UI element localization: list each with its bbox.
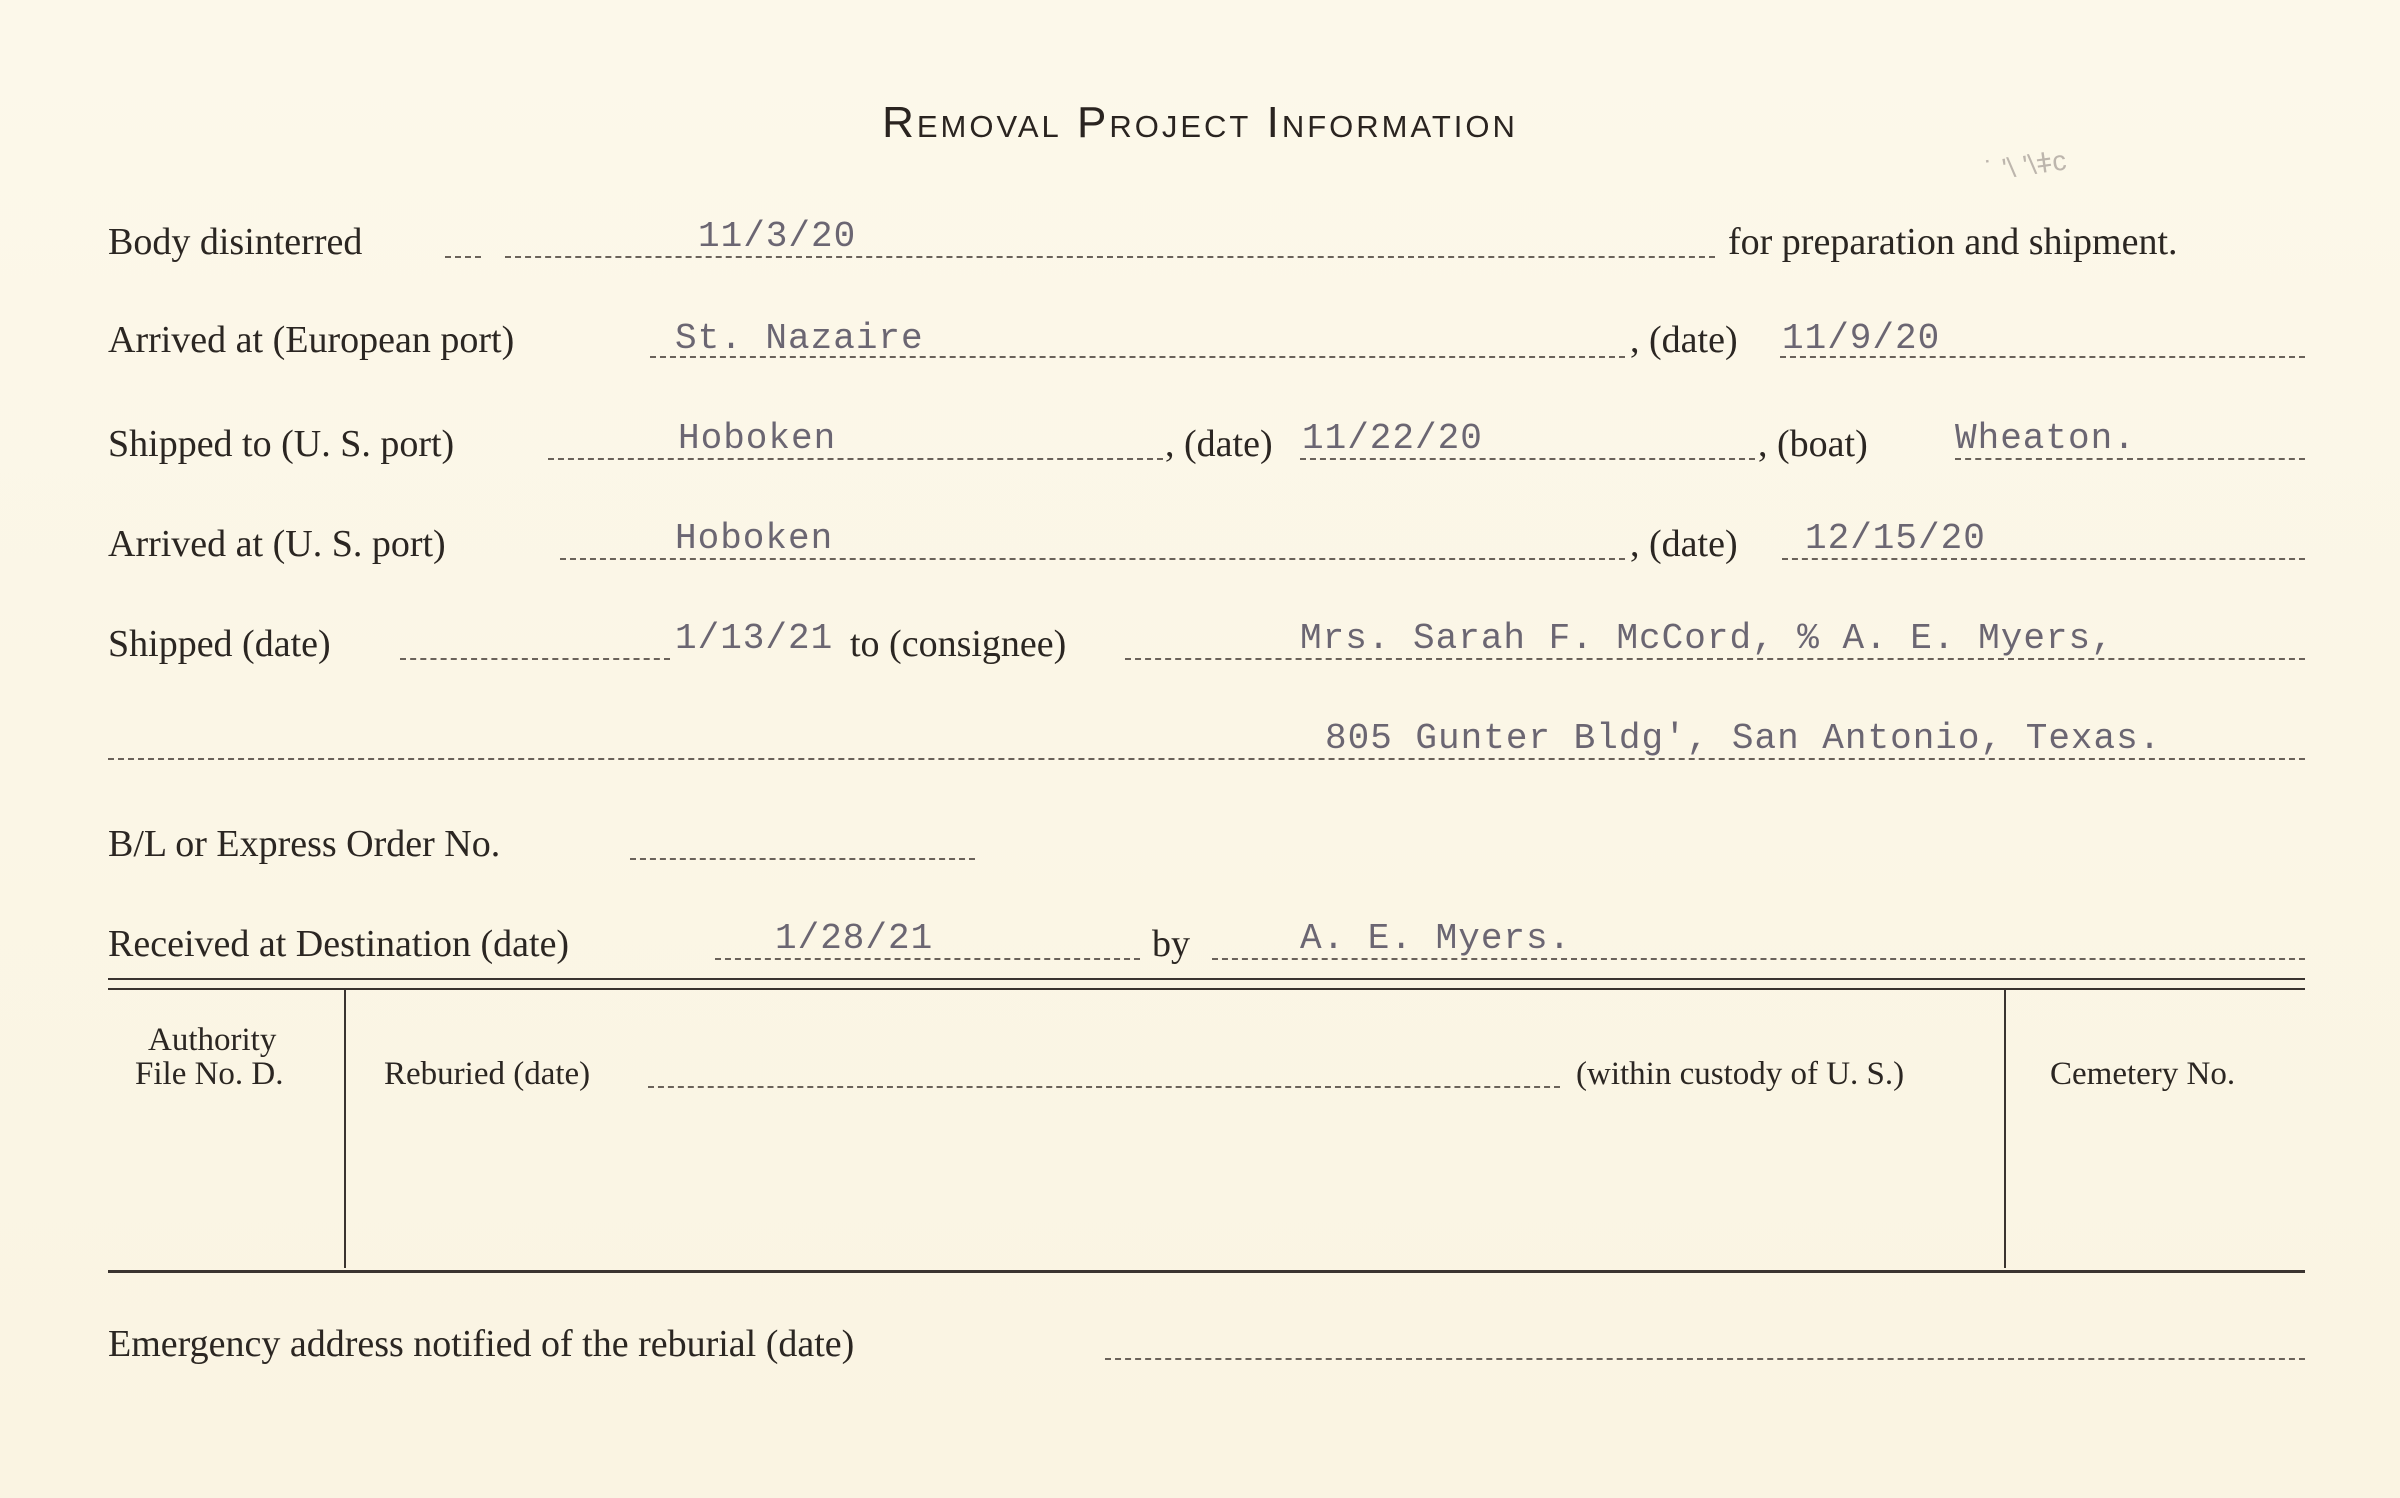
faint-stamp-mark: ˙ ʹ\ ʹ\ǂc bbox=[1983, 144, 2069, 187]
custody-label: (within custody of U. S.) bbox=[1576, 1056, 1905, 1092]
received-label: Received at Destination (date) bbox=[108, 923, 570, 965]
arrived-eu-date-label: , (date) bbox=[1630, 319, 1738, 361]
table-divider-right bbox=[2004, 990, 2006, 1268]
table-bottom-rule bbox=[108, 1270, 2305, 1273]
shipped-date-line bbox=[400, 658, 670, 660]
arrived-us-label: Arrived at (U. S. port) bbox=[108, 523, 446, 565]
leader-dots bbox=[445, 256, 481, 258]
shipped-date: 1/13/21 bbox=[675, 618, 834, 659]
received-date: 1/28/21 bbox=[775, 918, 934, 959]
cemetery-no-label: Cemetery No. bbox=[2050, 1056, 2236, 1092]
disinterred-field-line bbox=[505, 256, 1715, 258]
arrived-eu-label: Arrived at (European port) bbox=[108, 319, 515, 361]
disinterred-suffix: for preparation and shipment. bbox=[1728, 221, 2178, 263]
table-divider-left bbox=[344, 990, 346, 1268]
shipped-us-port: Hoboken bbox=[678, 418, 837, 459]
consignee-address: 805 Gunter Bldg', San Antonio, Texas. bbox=[1325, 718, 2162, 759]
page-title: Removal Project Information bbox=[882, 98, 1518, 147]
table-top-rule-double bbox=[108, 988, 2305, 990]
reburied-field-line bbox=[648, 1086, 1560, 1088]
shipped-us-field-line bbox=[548, 458, 1163, 460]
emergency-field-line bbox=[1105, 1358, 2305, 1360]
arrived-eu-date: 11/9/20 bbox=[1782, 318, 1941, 359]
consignee-name: Mrs. Sarah F. McCord, % A. E. Myers, bbox=[1300, 618, 2114, 659]
received-by-label: by bbox=[1152, 923, 1190, 965]
disinterred-date: 11/3/20 bbox=[698, 216, 857, 257]
arrived-us-port: Hoboken bbox=[675, 518, 834, 559]
arrived-us-date-label: , (date) bbox=[1630, 523, 1738, 565]
shipped-us-date-label: , (date) bbox=[1165, 423, 1273, 465]
bl-label: B/L or Express Order No. bbox=[108, 823, 501, 865]
table-top-rule bbox=[108, 978, 2305, 980]
reburied-label: Reburied (date) bbox=[384, 1056, 591, 1092]
authority-label: Authority bbox=[148, 1022, 277, 1058]
boat-name: Wheaton. bbox=[1955, 418, 2136, 459]
boat-label: , (boat) bbox=[1758, 423, 1868, 465]
emergency-label: Emergency address notified of the reburial (date) bbox=[108, 1323, 855, 1365]
consignee-label: to (consignee) bbox=[850, 623, 1067, 665]
shipped-us-date: 11/22/20 bbox=[1302, 418, 1483, 459]
shipped-us-label: Shipped to (U. S. port) bbox=[108, 423, 455, 465]
arrived-us-date: 12/15/20 bbox=[1805, 518, 1986, 559]
arrived-eu-port: St. Nazaire bbox=[675, 318, 924, 359]
shipped-label: Shipped (date) bbox=[108, 623, 331, 665]
disinterred-label: Body disinterred bbox=[108, 221, 363, 263]
bl-field-line bbox=[630, 858, 975, 860]
received-by-name: A. E. Myers. bbox=[1300, 918, 1572, 959]
file-no-label: File No. D. bbox=[135, 1056, 284, 1092]
